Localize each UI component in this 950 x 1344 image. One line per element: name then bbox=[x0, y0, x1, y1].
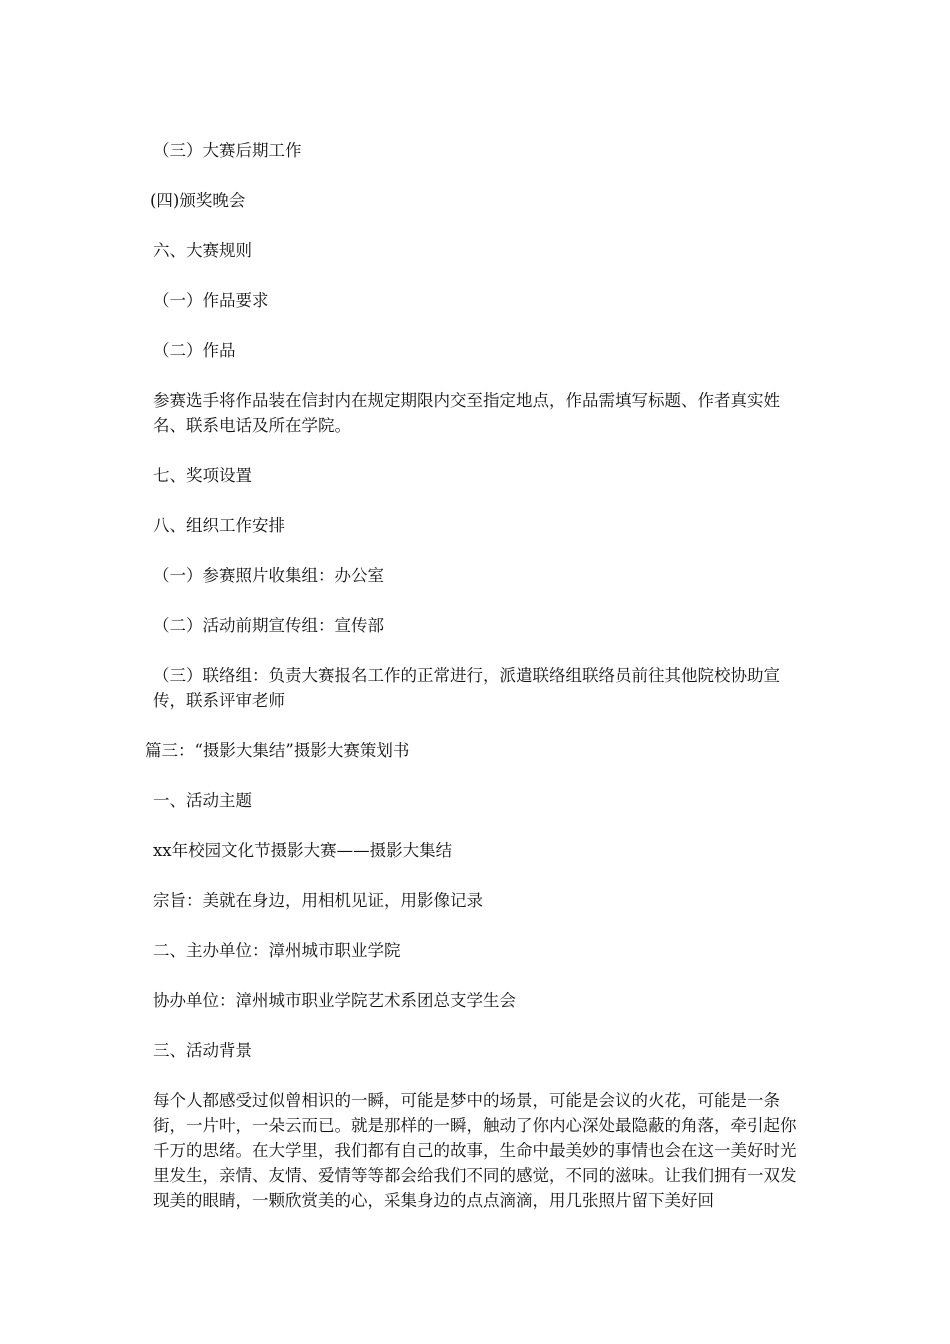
heading-activity-theme: 一、活动主题 bbox=[153, 791, 252, 810]
heading-contest-rules: 六、大赛规则 bbox=[153, 241, 252, 260]
paragraph-later-work: （三）大赛后期工作 bbox=[153, 141, 302, 160]
paragraph-theme-title: xx年校园文化节摄影大赛——摄影大集结 bbox=[153, 841, 453, 860]
paragraph-liaison-group: （三）联络组：负责大赛报名工作的正常进行，派遣联络组联络员前往其他院校协助宣传，联系评审老师 bbox=[153, 666, 780, 710]
paragraph-co-host: 协办单位：漳州城市职业学院艺术系团总支学生会 bbox=[153, 991, 516, 1010]
heading-host: 二、主办单位：漳州城市职业学院 bbox=[153, 941, 401, 960]
paragraph-award-gala: (四)颁奖晚会 bbox=[150, 191, 246, 210]
heading-background: 三、活动背景 bbox=[153, 1041, 252, 1060]
heading-organization: 八、组织工作安排 bbox=[153, 516, 285, 535]
paragraph-photo-collection-group: （一）参赛照片收集组：办公室 bbox=[153, 566, 384, 585]
paragraph-submission-instructions: 参赛选手将作品装在信封内在规定期限内交至指定地点，作品需填写标题、作者真实姓名、联系电话及所在学院。 bbox=[153, 391, 780, 435]
paragraph-background-text: 每个人都感受过似曾相识的一瞬，可能是梦中的场景，可能是会议的火花，可能是一条街，一片叶，一朵云而已。就是那样的一瞬，触动了你内心深处最隐蔽的角落，牵引起你千万的思绪。在大学里，我们都有自己的故事，生命中最美妙的事情也会在这一美好时光里发生，亲情、友情、爱情等等都会给我们不同的感觉，不同的滋味。让我们拥有一双发现美的眼睛，一颗欣赏美的心，采集身边的点点滴滴，用几张照片留下美好回 bbox=[153, 1091, 797, 1210]
heading-awards: 七、奖项设置 bbox=[153, 466, 252, 485]
heading-part-three: 篇三：“摄影大集结”摄影大赛策划书 bbox=[145, 741, 410, 760]
document-body bbox=[145, 138, 807, 1238]
paragraph-publicity-group: （二）活动前期宣传组：宣传部 bbox=[153, 616, 384, 635]
paragraph-purpose: 宗旨：美就在身边，用相机见证，用影像记录 bbox=[153, 891, 483, 910]
paragraph-work-requirements: （一）作品要求 bbox=[153, 291, 269, 310]
paragraph-works: （二）作品 bbox=[153, 341, 236, 360]
